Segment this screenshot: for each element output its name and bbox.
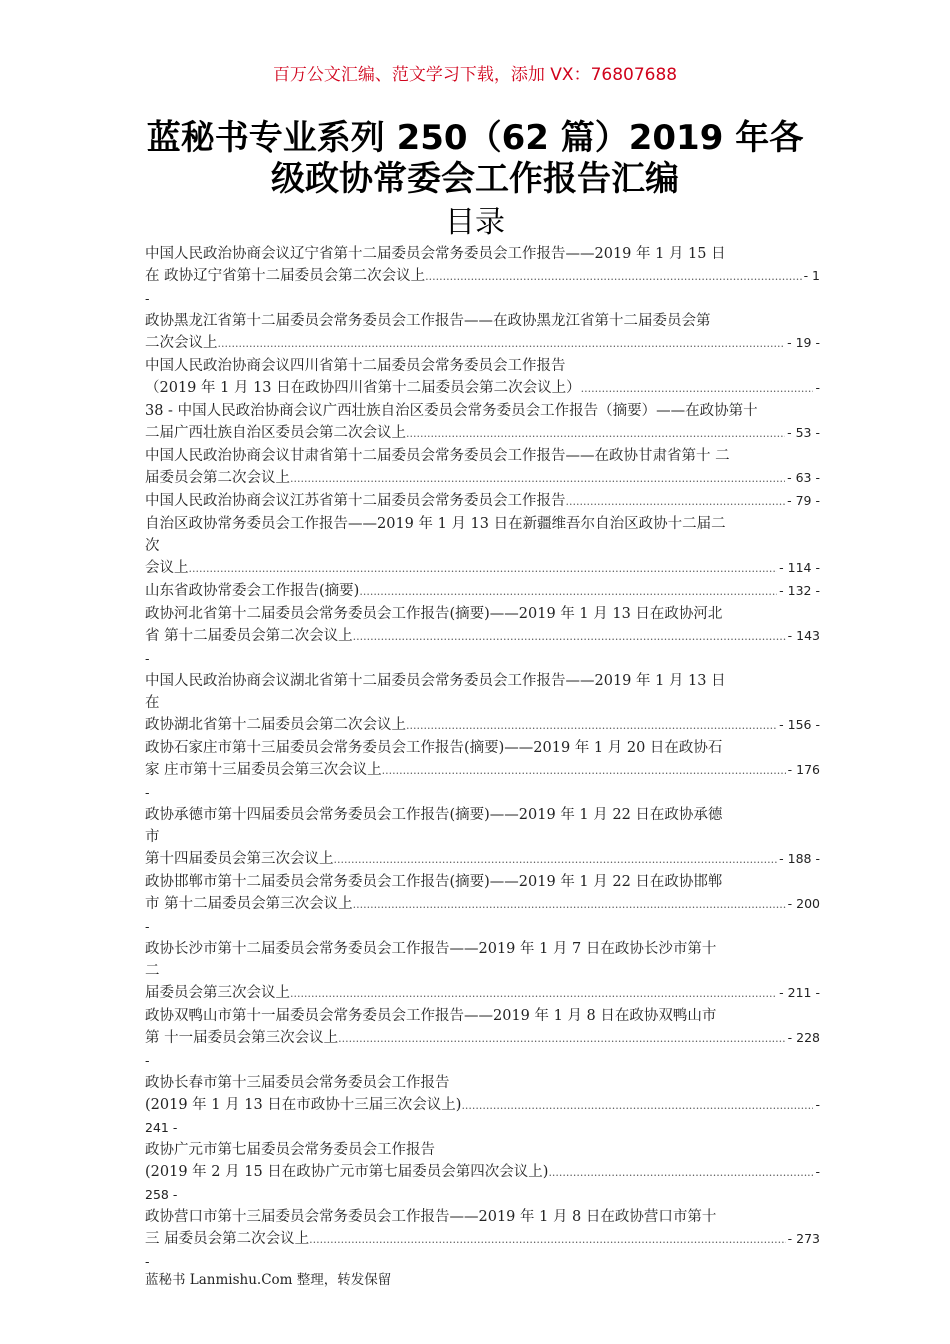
toc-entry-title-end: (2019 年 2 月 15 日在政协广元市第七届委员会第四次会议上) [145,1164,549,1180]
footer-note: 蓝秘书 Lanmishu.Com 整理，转发保留 [145,1272,392,1288]
title-line-1: 蓝秘书专业系列 250（62 篇）2019 年各 [146,118,804,158]
toc-entry-title-wrap: 次 [145,538,160,554]
dot-leader [338,1028,786,1050]
toc-entry-title-line: 38 - 中国人民政治协商会议广西壮族自治区委员会常务委员会工作报告（摘要）——在政协第十 [145,403,758,419]
dot-leader [359,581,777,603]
toc-page-number: - 143 [787,628,820,643]
toc-entry[interactable] [145,938,820,1005]
toc-entry-title-line: 中国人民政治协商会议湖北省第十二届委员会常务委员会工作报告——2019 年 1 月 13 日 [145,673,726,689]
toc-entry-title-end: (2019 年 1 月 13 日在市政协十三届三次会议上) [145,1097,462,1113]
toc-page-number: - [815,1164,820,1179]
dot-leader [290,983,777,1005]
toc-page-number: - 114 - [779,560,820,575]
dot-leader [290,468,785,490]
toc-entry-leader-line [145,1027,820,1050]
toc-entry-title-end: 会议上 [145,560,189,576]
dot-leader [461,1095,813,1117]
toc-entry-title-line: 中国人民政治协商会议辽宁省第十二届委员会常务委员会工作报告——2019 年 1 月 15 日 [145,246,726,262]
dot-leader [425,266,801,288]
toc-entry-title-line: 政协邯郸市第十二届委员会常务委员会工作报告(摘要)——2019 年 1 月 22 日在政协邯郸 [145,874,723,890]
toc-entry[interactable] [145,310,820,355]
toc-entry-title-end: 政协湖北省第十二届委员会第二次会议上 [145,717,406,733]
toc-heading: 目录 [445,205,505,240]
dot-leader [566,491,786,513]
toc-entry-leader-line [145,265,820,288]
toc-entry[interactable] [145,400,820,445]
toc-entry[interactable] [145,355,820,400]
toc-entry[interactable] [145,580,820,603]
toc-page-number: - 273 [787,1231,820,1246]
toc-entry-title-end: （2019 年 1 月 13 日在政协四川省第十二届委员会第二次会议上） [145,380,581,396]
toc-entry[interactable] [145,243,820,310]
dot-leader [406,715,777,737]
toc-entry-title-end: 二次会议上 [145,335,218,351]
toc-page-number-continued: - [145,651,150,666]
toc-entry[interactable] [145,1072,820,1139]
toc-entry-title-line: 中国人民政治协商会议甘肃省第十二届委员会常务委员会工作报告——在政协甘肃省第十 二 [145,448,730,464]
dot-leader [406,423,785,445]
toc-page-number: - 176 [787,762,820,777]
contact-note: 百万公文汇编、范文学习下载，添加 VX：76807688 [272,65,678,85]
toc-entry-title-end: 在 政协辽宁省第十二届委员会第二次会议上 [145,268,426,284]
toc-entry-leader-line [145,490,820,513]
toc-page-number-continued: 241 - [145,1120,178,1135]
dot-leader [353,626,786,648]
toc-entry[interactable] [145,737,820,804]
toc-entry-title-line: 政协石家庄市第十三届委员会常务委员会工作报告(摘要)——2019 年 1 月 20 日在政协石 [145,740,723,756]
toc-entry-leader-line [145,580,820,603]
toc-page-number: - 132 - [779,583,820,598]
dot-leader [309,1229,786,1251]
title-line-2: 级政协常委会工作报告汇编 [271,159,679,199]
toc-entry[interactable] [145,1206,820,1273]
toc-entry-title-end: 市 第十二届委员会第三次会议上 [145,896,353,912]
toc-page-number: - 156 - [779,717,820,732]
toc-entry-leader-line [145,625,820,648]
toc-entry-title-end: 山东省政协常委会工作报告(摘要) [145,583,360,599]
toc-entry[interactable] [145,603,820,670]
dot-leader [218,333,786,355]
toc-entry-title-line: 政协长春市第十三届委员会常务委员会工作报告 [145,1075,450,1091]
toc-page-number-continued: 258 - [145,1187,178,1202]
toc-entry[interactable] [145,1139,820,1206]
toc-entry-leader-line [145,893,820,916]
toc-entry-title-wrap: 二 [145,963,160,979]
toc-entry-leader-line [145,557,820,580]
toc-entry-leader-line [145,714,820,737]
toc-entry-title-end: 第十四届委员会第三次会议上 [145,851,334,867]
dot-leader [189,558,778,580]
toc-entry[interactable] [145,513,820,580]
toc-entry-title-line: 政协承德市第十四届委员会常务委员会工作报告(摘要)——2019 年 1 月 22 日在政协承德 [145,807,723,823]
toc-page-number: - 200 [787,896,820,911]
toc-entry-title-end: 届委员会第三次会议上 [145,985,290,1001]
toc-page-number-continued: - [145,919,150,934]
toc-page-number: - 19 - [787,335,820,350]
toc-entry-title-wrap: 在 [145,695,160,711]
toc-entry-leader-line [145,848,820,871]
document-title [60,118,890,200]
toc-entry[interactable] [145,490,820,513]
toc-page-number-continued: - [145,785,150,800]
toc-entry-title-line: 政协长沙市第十二届委员会常务委员会工作报告——2019 年 1 月 7 日在政协长沙市第十 [145,941,717,957]
toc-entry-title-line: 自治区政协常务委员会工作报告——2019 年 1 月 13 日在新疆维吾尔自治区政协十二届二 [145,516,726,532]
toc-entry-leader-line [145,332,820,355]
toc-entry-leader-line [145,422,820,445]
toc-page-number: - 228 [787,1030,820,1045]
toc-page-number: - 53 - [787,425,820,440]
toc-entry-title-end: 家 庄市第十三届委员会第三次会议上 [145,762,382,778]
toc-entry-leader-line [145,467,820,490]
toc-entry-title-end: 届委员会第二次会议上 [145,470,290,486]
toc-page-number-continued: - [145,1053,150,1068]
toc-entry-title-end: 中国人民政治协商会议江苏省第十二届委员会常务委员会工作报告 [145,493,566,509]
toc-entry-title-end: 三 届委员会第二次会议上 [145,1231,310,1247]
toc-entry[interactable] [145,1005,820,1072]
toc-entry-title-line: 政协广元市第七届委员会常务委员会工作报告 [145,1142,435,1158]
toc-entry-title-line: 政协营口市第十三届委员会常务委员会工作报告——2019 年 1 月 8 日在政协营口市第十 [145,1209,717,1225]
toc-page-number: - [815,1097,820,1112]
toc-page-number-continued: - [145,1254,150,1269]
toc-entry-leader-line [145,982,820,1005]
toc-page-number: - 79 - [787,493,820,508]
toc-entry-title-line: 政协河北省第十二届委员会常务委员会工作报告(摘要)——2019 年 1 月 13 日在政协河北 [145,606,723,622]
toc-entry[interactable] [145,445,820,490]
toc-page-number-continued: - [145,291,150,306]
dot-leader [382,760,786,782]
dot-leader [548,1162,813,1184]
toc-page-number: - 1 [803,268,820,283]
toc-entry[interactable] [145,871,820,938]
table-of-contents [145,243,820,1273]
dot-leader [353,894,786,916]
toc-entry-leader-line [145,1161,820,1184]
toc-entry[interactable] [145,804,820,871]
toc-entry-title-line: 中国人民政治协商会议四川省第十二届委员会常务委员会工作报告 [145,358,566,374]
toc-entry[interactable] [145,670,820,737]
toc-page-number: - 63 - [787,470,820,485]
toc-entry-leader-line [145,759,820,782]
toc-entry-leader-line [145,1228,820,1251]
toc-entry-title-wrap: 市 [145,829,160,845]
toc-entry-title-end: 第 十一届委员会第三次会议上 [145,1030,339,1046]
toc-page-number: - [815,380,820,395]
toc-page-number: - 188 - [779,851,820,866]
toc-entry-leader-line [145,377,820,400]
toc-entry-title-line: 政协双鸭山市第十一届委员会常务委员会工作报告——2019 年 1 月 8 日在政协双鸭山市 [145,1008,717,1024]
dot-leader [334,849,778,871]
dot-leader [581,378,814,400]
toc-entry-title-end: 二届广西壮族自治区委员会第二次会议上 [145,425,406,441]
toc-entry-title-line: 政协黑龙江省第十二届委员会常务委员会工作报告——在政协黑龙江省第十二届委员会第 [145,313,711,329]
toc-page-number: - 211 - [779,985,820,1000]
toc-entry-leader-line [145,1094,820,1117]
toc-entry-title-end: 省 第十二届委员会第二次会议上 [145,628,353,644]
